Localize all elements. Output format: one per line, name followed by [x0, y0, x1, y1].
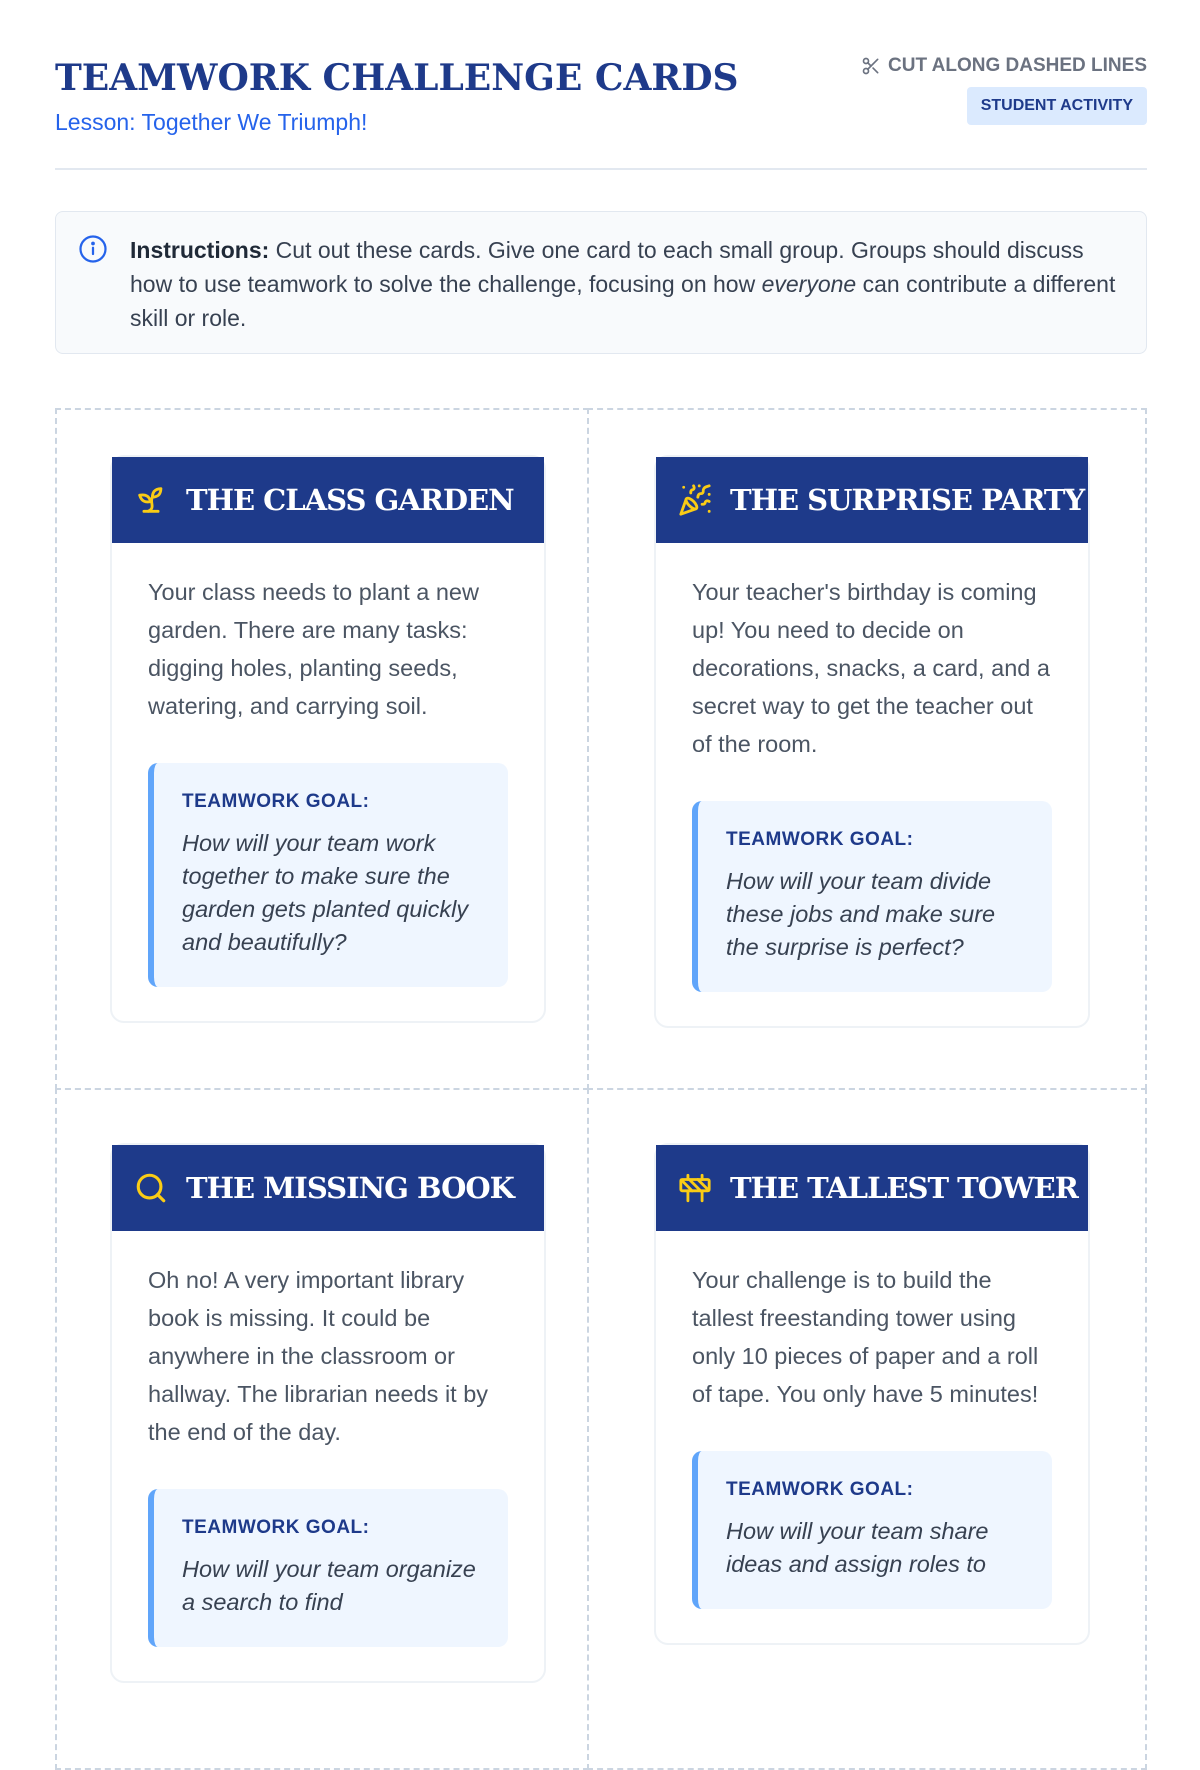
card-header [112, 457, 544, 543]
card-description: Oh no! A very important library book is missing. It could be anywhere in the classroom or hallway. The librarian needs it by the end of the day. [148, 1267, 489, 1445]
info-icon [78, 234, 108, 264]
instructions-emphasis: everyone [761, 271, 857, 297]
card-body [112, 1231, 544, 1681]
cut-note [861, 55, 1147, 77]
card-body [656, 1231, 1088, 1643]
teamwork-goal-text: How will your team divide these jobs and make sure the surprise is perfect? [726, 868, 996, 960]
teamwork-goal-box [148, 1489, 508, 1647]
teamwork-goal-box [692, 801, 1052, 992]
lesson-subtitle: Lesson: Together We Triumph! [55, 109, 368, 135]
teamwork-goal-label: TEAMWORK GOAL: [726, 829, 914, 850]
card-title: THE CLASS GARDEN [186, 483, 514, 517]
teamwork-goal-text: How will your team share ideas and assign roles to [726, 1518, 989, 1577]
card-description: Your class needs to plant a new garden. There are many tasks: digging holes, planting seeds, watering, and carrying soil. [148, 579, 479, 719]
card-body [112, 543, 544, 1021]
instructions-label: Instructions: [130, 237, 270, 263]
party-popper-icon [678, 483, 712, 517]
instructions-box [55, 211, 1147, 354]
sprout-icon [134, 483, 168, 517]
card-header [112, 1145, 544, 1231]
student-activity-badge: STUDENT ACTIVITY [967, 87, 1147, 125]
card-header [656, 1145, 1088, 1231]
instructions-text-before: Cut out these cards. Give one card to each small group. Groups should discuss how to use teamwork to solve the challenge, focusing on how [130, 237, 1084, 297]
card-grid [55, 408, 1147, 1668]
instructions-text [130, 233, 1130, 335]
teamwork-goal-label: TEAMWORK GOAL: [726, 1479, 914, 1500]
teamwork-goal-box [148, 763, 508, 987]
teamwork-goal-label: TEAMWORK GOAL: [182, 791, 370, 812]
challenge-card-class-garden [110, 455, 546, 1023]
challenge-card-surprise-party [654, 455, 1090, 1028]
teamwork-goal-text: How will your team work together to make sure the garden gets planted quickly and beautifully? [182, 830, 469, 955]
page-title: TEAMWORK CHALLENGE CARDS [55, 57, 739, 99]
card-description: Your teacher's birthday is coming up! You need to decide on decorations, snacks, a card, and a secret way to get the teacher out of the room. [692, 579, 1050, 757]
card-header [656, 457, 1088, 543]
challenge-card-missing-book [110, 1143, 546, 1683]
page-header [55, 55, 1147, 170]
search-icon [134, 1171, 168, 1205]
challenge-card-tallest-tower [654, 1143, 1090, 1645]
scissors-icon [861, 56, 881, 76]
card-title: THE MISSING BOOK [186, 1171, 514, 1205]
cut-note-label: CUT ALONG DASHED LINES [888, 55, 1147, 76]
teamwork-goal-text: How will your team organize a search to find [182, 1556, 476, 1615]
instructions-text-after: can contribute a different skill or role. [130, 271, 1116, 331]
teamwork-goal-label: TEAMWORK GOAL: [182, 1517, 370, 1538]
construction-icon [678, 1171, 712, 1205]
card-description: Your challenge is to build the tallest freestanding tower using only 10 pieces of paper and a roll of tape. You only have 5 minutes! [692, 1267, 1039, 1407]
teamwork-goal-box [692, 1451, 1052, 1609]
card-body [656, 543, 1088, 1026]
card-title: THE SURPRISE PARTY [730, 483, 1085, 517]
card-title: THE TALLEST TOWER [730, 1171, 1078, 1205]
